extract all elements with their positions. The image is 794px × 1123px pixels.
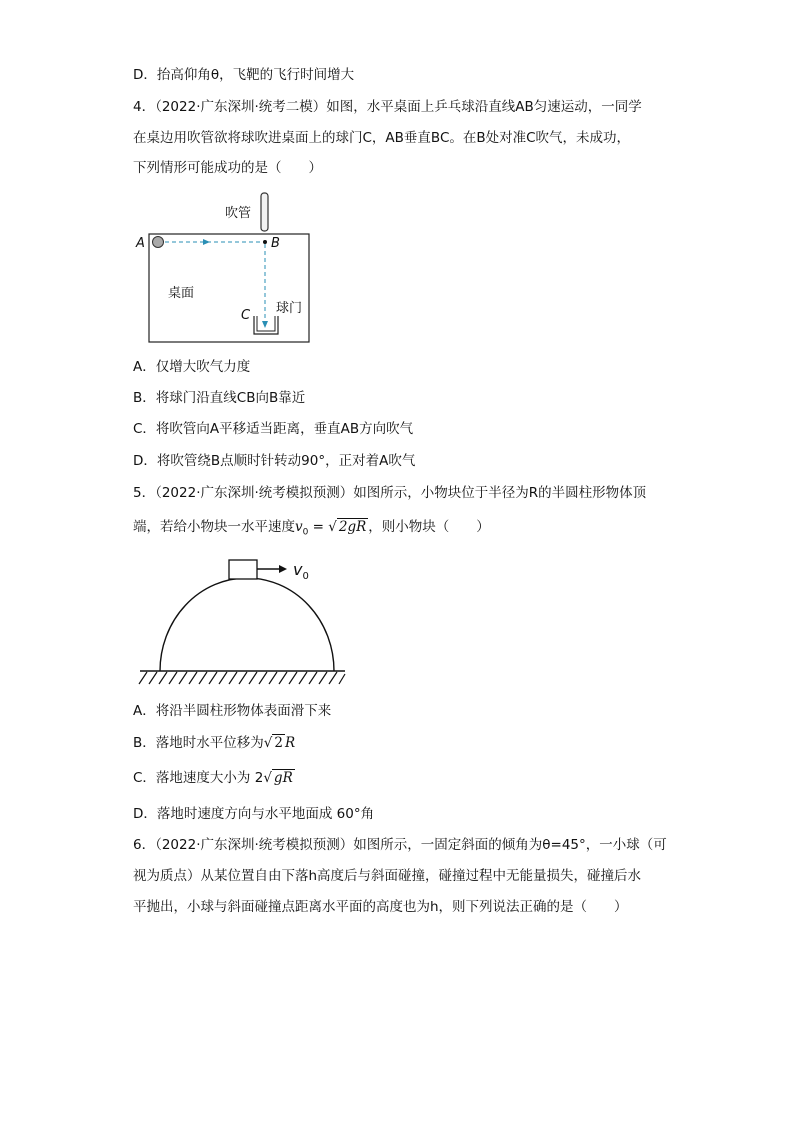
arrow-bc <box>262 321 268 328</box>
q5-stem-suffix: ，则小物块（ ） <box>368 519 490 535</box>
q6-stem-line-1: 6．（2022·广东深圳·统考模拟预测）如图所示，一固定斜面的倾角为θ=45°，一小球（可 <box>133 837 667 853</box>
q5-option-a: A．将沿半圆柱形物体表面滑下来 <box>133 703 332 719</box>
ground-hatching <box>139 672 345 684</box>
sqrt-two-radicand: 2 <box>274 735 283 751</box>
velocity-label-sub: 0 <box>302 571 309 582</box>
q5-option-b-suffix: R <box>284 735 296 751</box>
q4-stem-line-3: 下列情形可能成功的是（ ） <box>133 160 322 176</box>
sqrt-expression: √ 2gR <box>328 519 367 535</box>
velocity-label-v: v <box>293 560 303 579</box>
point-b <box>263 240 267 244</box>
sqrt-gr: √ gR <box>263 770 293 786</box>
point-b-label: B <box>271 236 280 251</box>
q5-stem-prefix: 端，若给小物块一水平速度 <box>133 519 295 535</box>
velocity-arrowhead <box>279 565 287 573</box>
q5-stem-line-1: 5．（2022·广东深圳·统考模拟预测）如图所示，小物块位于半径为R的半圆柱形物体顶 <box>133 485 647 501</box>
q4-option-a: A．仅增大吹气力度 <box>133 359 251 375</box>
velocity-label <box>293 560 309 582</box>
q6-stem-line-3: 平抛出，小球与斜面碰撞点距离水平面的高度也为h，则下列说法正确的是（ ） <box>133 899 628 915</box>
q5-figure <box>135 550 350 690</box>
q5-option-c <box>133 768 295 788</box>
equals-sign: = <box>308 519 329 535</box>
ping-pong-ball <box>153 237 164 248</box>
q5-stem-line-2 <box>133 517 490 543</box>
point-c-label: C <box>241 308 251 323</box>
blow-tube <box>261 193 268 231</box>
goal-label: 球门 <box>276 301 303 316</box>
q5-option-d: D．落地时速度方向与水平地面成 60°角 <box>133 806 375 822</box>
q4-option-b: B．将球门沿直线CB向B靠近 <box>133 390 306 406</box>
q4-stem-line-2: 在桌边用吹管欲将球吹进桌面上的球门C，AB垂直BC。在B处对准C吹气，未成功， <box>133 130 631 146</box>
sqrt-two: √ 2 <box>263 735 283 751</box>
small-block <box>229 560 257 579</box>
q6-stem-line-2: 视为质点）从某位置自由下落h高度后与斜面碰撞，碰撞过程中无能量损失，碰撞后水 <box>133 868 642 884</box>
table-label: 桌面 <box>168 286 195 301</box>
q4-figure <box>130 185 320 350</box>
q4-option-d: D．将吹管绕B点顺时针转动90°，正对着A吹气 <box>133 453 416 469</box>
q5-option-b <box>133 733 295 753</box>
q4-stem-line-1: 4．（2022·广东深圳·统考二模）如图，水平桌面上乒乓球沿直线AB匀速运动，一同学 <box>133 99 642 115</box>
arrow-ab <box>203 239 210 245</box>
radicand: 2gR <box>338 519 367 535</box>
point-a-label: A <box>136 236 145 251</box>
q3-option-d: D．抬高仰角θ，飞靶的飞行时间增大 <box>133 67 355 83</box>
q5-option-c-prefix: C．落地速度大小为 2 <box>133 770 264 786</box>
sqrt-gr-radicand: gR <box>273 770 293 786</box>
blow-tube-label: 吹管 <box>225 206 252 221</box>
q5-option-b-prefix: B．落地时水平位移为 <box>133 735 264 751</box>
semicylinder <box>160 578 334 671</box>
velocity-symbol: v <box>295 519 303 535</box>
q4-option-c: C．将吹管向A平移适当距离，垂直AB方向吹气 <box>133 421 414 437</box>
velocity-subscript: 0 <box>302 527 309 538</box>
